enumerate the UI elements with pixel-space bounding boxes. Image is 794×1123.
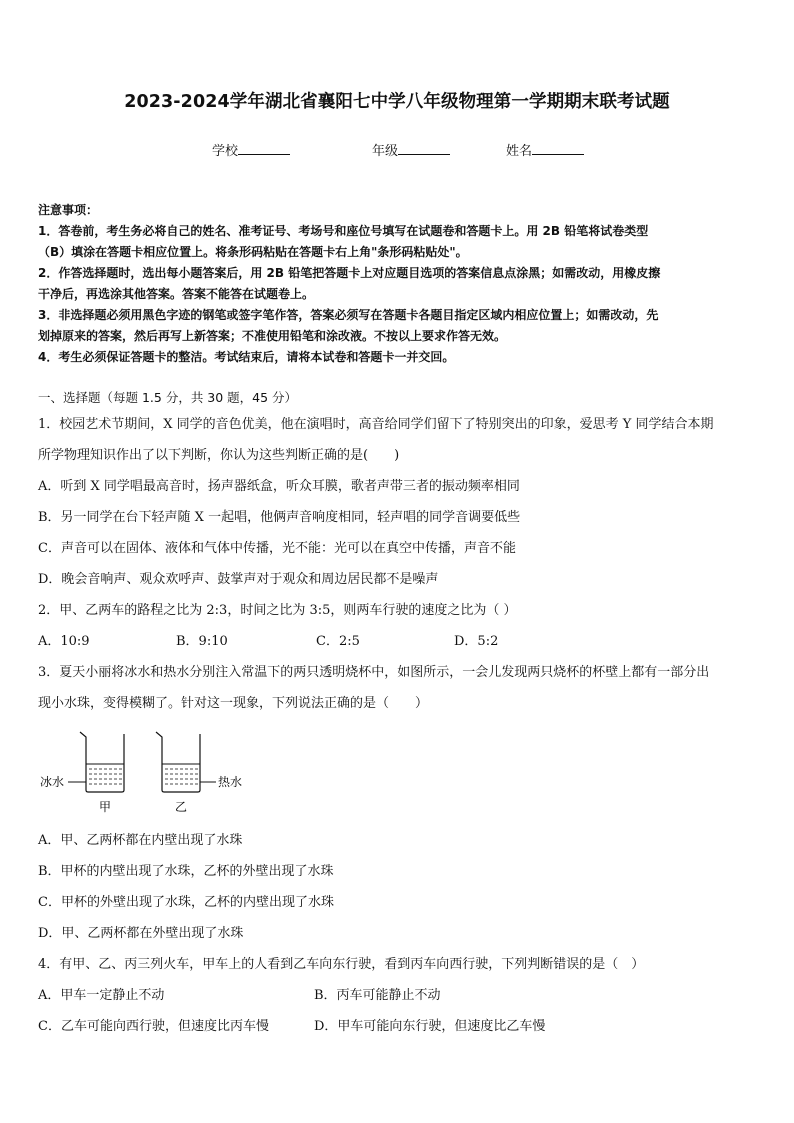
notice-line: 4．考生必须保证答题卡的整洁。考试结束后，请将本试卷和答题卡一并交回。 (38, 350, 455, 364)
question-stem: 所学物理知识作出了以下判断，你认为这些判断正确的是( ) (38, 448, 400, 463)
question-stem: 3．夏天小丽将冰水和热水分别注入常温下的两只透明烧杯中，如图所示，一会儿发现两只烧杯的杯壁上都有一部分出 (38, 665, 710, 680)
grade-field (372, 140, 450, 159)
options-row (38, 1011, 760, 1042)
notice-line: 2．作答选择题时，选出每小题答案后，用 2B 铅笔把答题卡上对应题目选项的答案信息点涂黑；如需改动，用橡皮擦 (38, 266, 661, 280)
grade-label: 年级 (372, 144, 399, 159)
name-label: 姓名 (506, 144, 533, 159)
notice-heading: 注意事项： (38, 203, 99, 217)
question-stem: 现小水珠，变得模糊了。针对这一现象，下列说法正确的是（ ） (38, 696, 429, 711)
option-b: B．丙车可能静止不动 (314, 988, 441, 1003)
option-d: D．5:2 (454, 634, 499, 649)
question-4 (38, 949, 760, 1042)
question-stem: 2．甲、乙两车的路程之比为 2:3，时间之比为 3:5，则两车行驶的速度之比为（ ） (38, 603, 517, 618)
notice-line: 3．非选择题必须用黑色字迹的钢笔或签字笔作答，答案必须写在答题卡各题目指定区域内相应位置上；如需改动，先 (38, 308, 659, 322)
option-b: B．9:10 (176, 634, 228, 649)
option-a: A．听到 X 同学唱最高音时，扬声器纸盒，听众耳膜，歌者声带三者的振动频率相同 (38, 479, 520, 494)
beaker-figure (38, 728, 258, 820)
option-b: B．另一同学在台下轻声随 X 一起唱，他俩声音响度相同，轻声唱的同学音调要低些 (38, 510, 521, 525)
option-c: C．2:5 (316, 634, 360, 649)
option-c: C．甲杯的外壁出现了水珠，乙杯的内壁出现了水珠 (38, 895, 334, 910)
notice-line: 划掉原来的答案，然后再写上新答案；不准使用铅笔和涂改液。不按以上要求作答无效。 (38, 329, 507, 343)
label-yi: 乙 (175, 800, 188, 814)
question-1 (38, 409, 760, 595)
notice-line: 1．答卷前，考生务必将自己的姓名、准考证号、考场号和座位号填写在试题卷和答题卡上。用 2B 铅笔将试卷类型 (38, 224, 649, 238)
question-2 (38, 595, 760, 657)
question-stem: 4．有甲、乙、丙三列火车，甲车上的人看到乙车向东行驶，看到丙车向西行驶，下列判断错误的是（ ） (38, 957, 645, 972)
name-field (506, 140, 584, 159)
school-field (212, 140, 290, 159)
option-c: C．乙车可能向西行驶，但速度比丙车慢 (38, 1019, 269, 1034)
exam-title: 2023-2024学年湖北省襄阳七中学八年级物理第一学期期末联考试题 (124, 92, 670, 112)
section-heading: 一、选择题（每题 1.5 分，共 30 题，45 分） (38, 390, 298, 405)
beaker-yi (156, 732, 216, 792)
option-a: A．10:9 (38, 634, 90, 649)
option-d: D．甲、乙两杯都在外壁出现了水珠 (38, 926, 244, 941)
option-b: B．甲杯的内壁出现了水珠，乙杯的外壁出现了水珠 (38, 864, 334, 879)
question-3 (38, 657, 760, 719)
question-3-options (38, 825, 760, 949)
option-d: D．晚会音响声、观众欢呼声、鼓掌声对于观众和周边居民都不是噪声 (38, 572, 439, 587)
options-row (38, 980, 760, 1011)
label-jia: 甲 (99, 800, 112, 814)
options-row (38, 626, 760, 657)
notice-line: （B）填涂在答题卡相应位置上。将条形码粘贴在答题卡右上角"条形码粘贴处"。 (38, 245, 468, 259)
school-label: 学校 (212, 144, 239, 159)
option-a: A．甲车一定静止不动 (38, 988, 165, 1003)
label-ice-water: 冰水 (40, 775, 65, 789)
name-blank (532, 142, 584, 155)
label-hot-water: 热水 (218, 775, 243, 789)
notice-block (38, 200, 760, 368)
beaker-jia (68, 732, 124, 792)
notice-line: 干净后，再选涂其他答案。答案不能答在试题卷上。 (38, 287, 315, 301)
option-a: A．甲、乙两杯都在内壁出现了水珠 (38, 833, 243, 848)
option-d: D．甲车可能向东行驶，但速度比乙车慢 (314, 1019, 546, 1034)
beaker-diagram (38, 728, 258, 820)
option-c: C．声音可以在固体、液体和气体中传播，光不能：光可以在真空中传播，声音不能 (38, 541, 516, 556)
question-stem: 1．校园艺术节期间，X 同学的音色优美，他在演唱时，高音给同学们留下了特别突出的印象，爱思考 Y 同学结合本期 (38, 417, 714, 432)
school-blank (238, 142, 290, 155)
grade-blank (398, 142, 450, 155)
